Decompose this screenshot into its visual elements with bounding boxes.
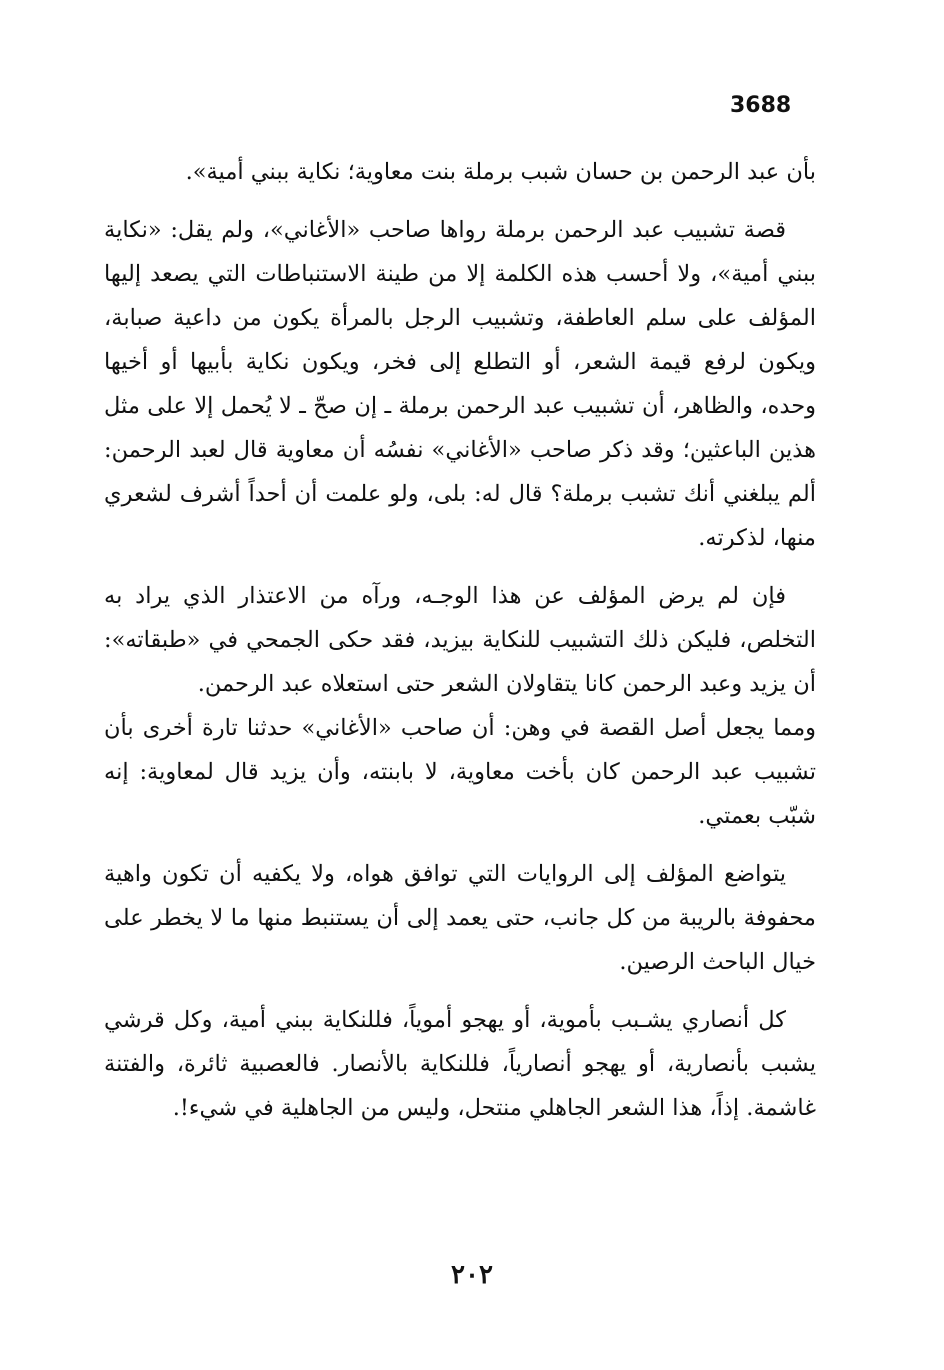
paragraph-5: يتواضع المؤلف إلى الروايات التي توافق هواه، ولا يكفيه أن تكون واهية محفوفة بالريبة من كل جانب، حتى يعمد إلى أن يستنبط منها ما لا يخطر على خيال الباحث الرصين. [104, 861, 816, 975]
page-number-header: 3688 [730, 93, 792, 118]
paragraph-2: قصة تشبيب عبد الرحمن برملة رواها صاحب «الأغاني»، ولم يقل: «نكاية ببني أمية»، ولا أحسب هذه الكلمة إلا من طينة الاستنباطات التي يصعد إليها المؤلف على سلم العاطفة، وتشبيب الرجل بالمرأة يكون من داعية صبابة، ويكون لرفع قيمة الشعر، أو التطلع إلى فخر، ويكون نكاية بأبيها أو أخيها وحده، والظاهر، أن تشبيب عبد الرحمن برملة ـ إن صحّ ـ لا يُحمل إلا على مثل هذين الباعثين؛ وقد ذكر صاحب «الأغاني» نفسُه أن معاوية قال لعبد الرحمن: ألم يبلغني أنك تشبب برملة؟ قال له: بلى، ولو علمت أن أحداً أشرف لشعري منها، لذكرته. [104, 217, 816, 551]
paragraph-1: بأن عبد الرحمن بن حسان شبب برملة بنت معاوية؛ نكاية ببني أمية». [185, 159, 816, 185]
page-number-footer: ٢٠٢ [451, 1260, 493, 1290]
paragraph-6: كل أنصاري يشـبب بأموية، أو يهجو أموياً، فللنكاية ببني أمية، وكل قرشي يشبب بأنصارية، أو يهجو أنصارياً، فللنكاية بالأنصار. فالعصبية ثائرة، والفتنة غاشمة. إذاً، هذا الشعر الجاهلي منتحل، وليس من الجاهلية في شيء!. [104, 1007, 816, 1121]
paragraph-4: ومما يجعل أصل القصة في وهن: أن صاحب «الأغاني» حدثنا تارة أخرى بأن تشبيب عبد الرحمن كان بأخت معاوية، لا بابنته، وأن يزيد قال لمعاوية: إنه شبّب بعمتي. [104, 715, 816, 829]
body-text [104, 150, 816, 1130]
paragraph-3: فإن لم يرض المؤلف عن هذا الوجـه، ورآه من الاعتذار الذي يراد به التخلص، فليكن ذلك التشبيب للنكاية بيزيد، فقد حكى الجمحي في «طبقاته»: أن يزيد وعبد الرحمن كانا يتقاولان الشعر حتى استعلاه عبد الرحمن. [104, 583, 816, 697]
